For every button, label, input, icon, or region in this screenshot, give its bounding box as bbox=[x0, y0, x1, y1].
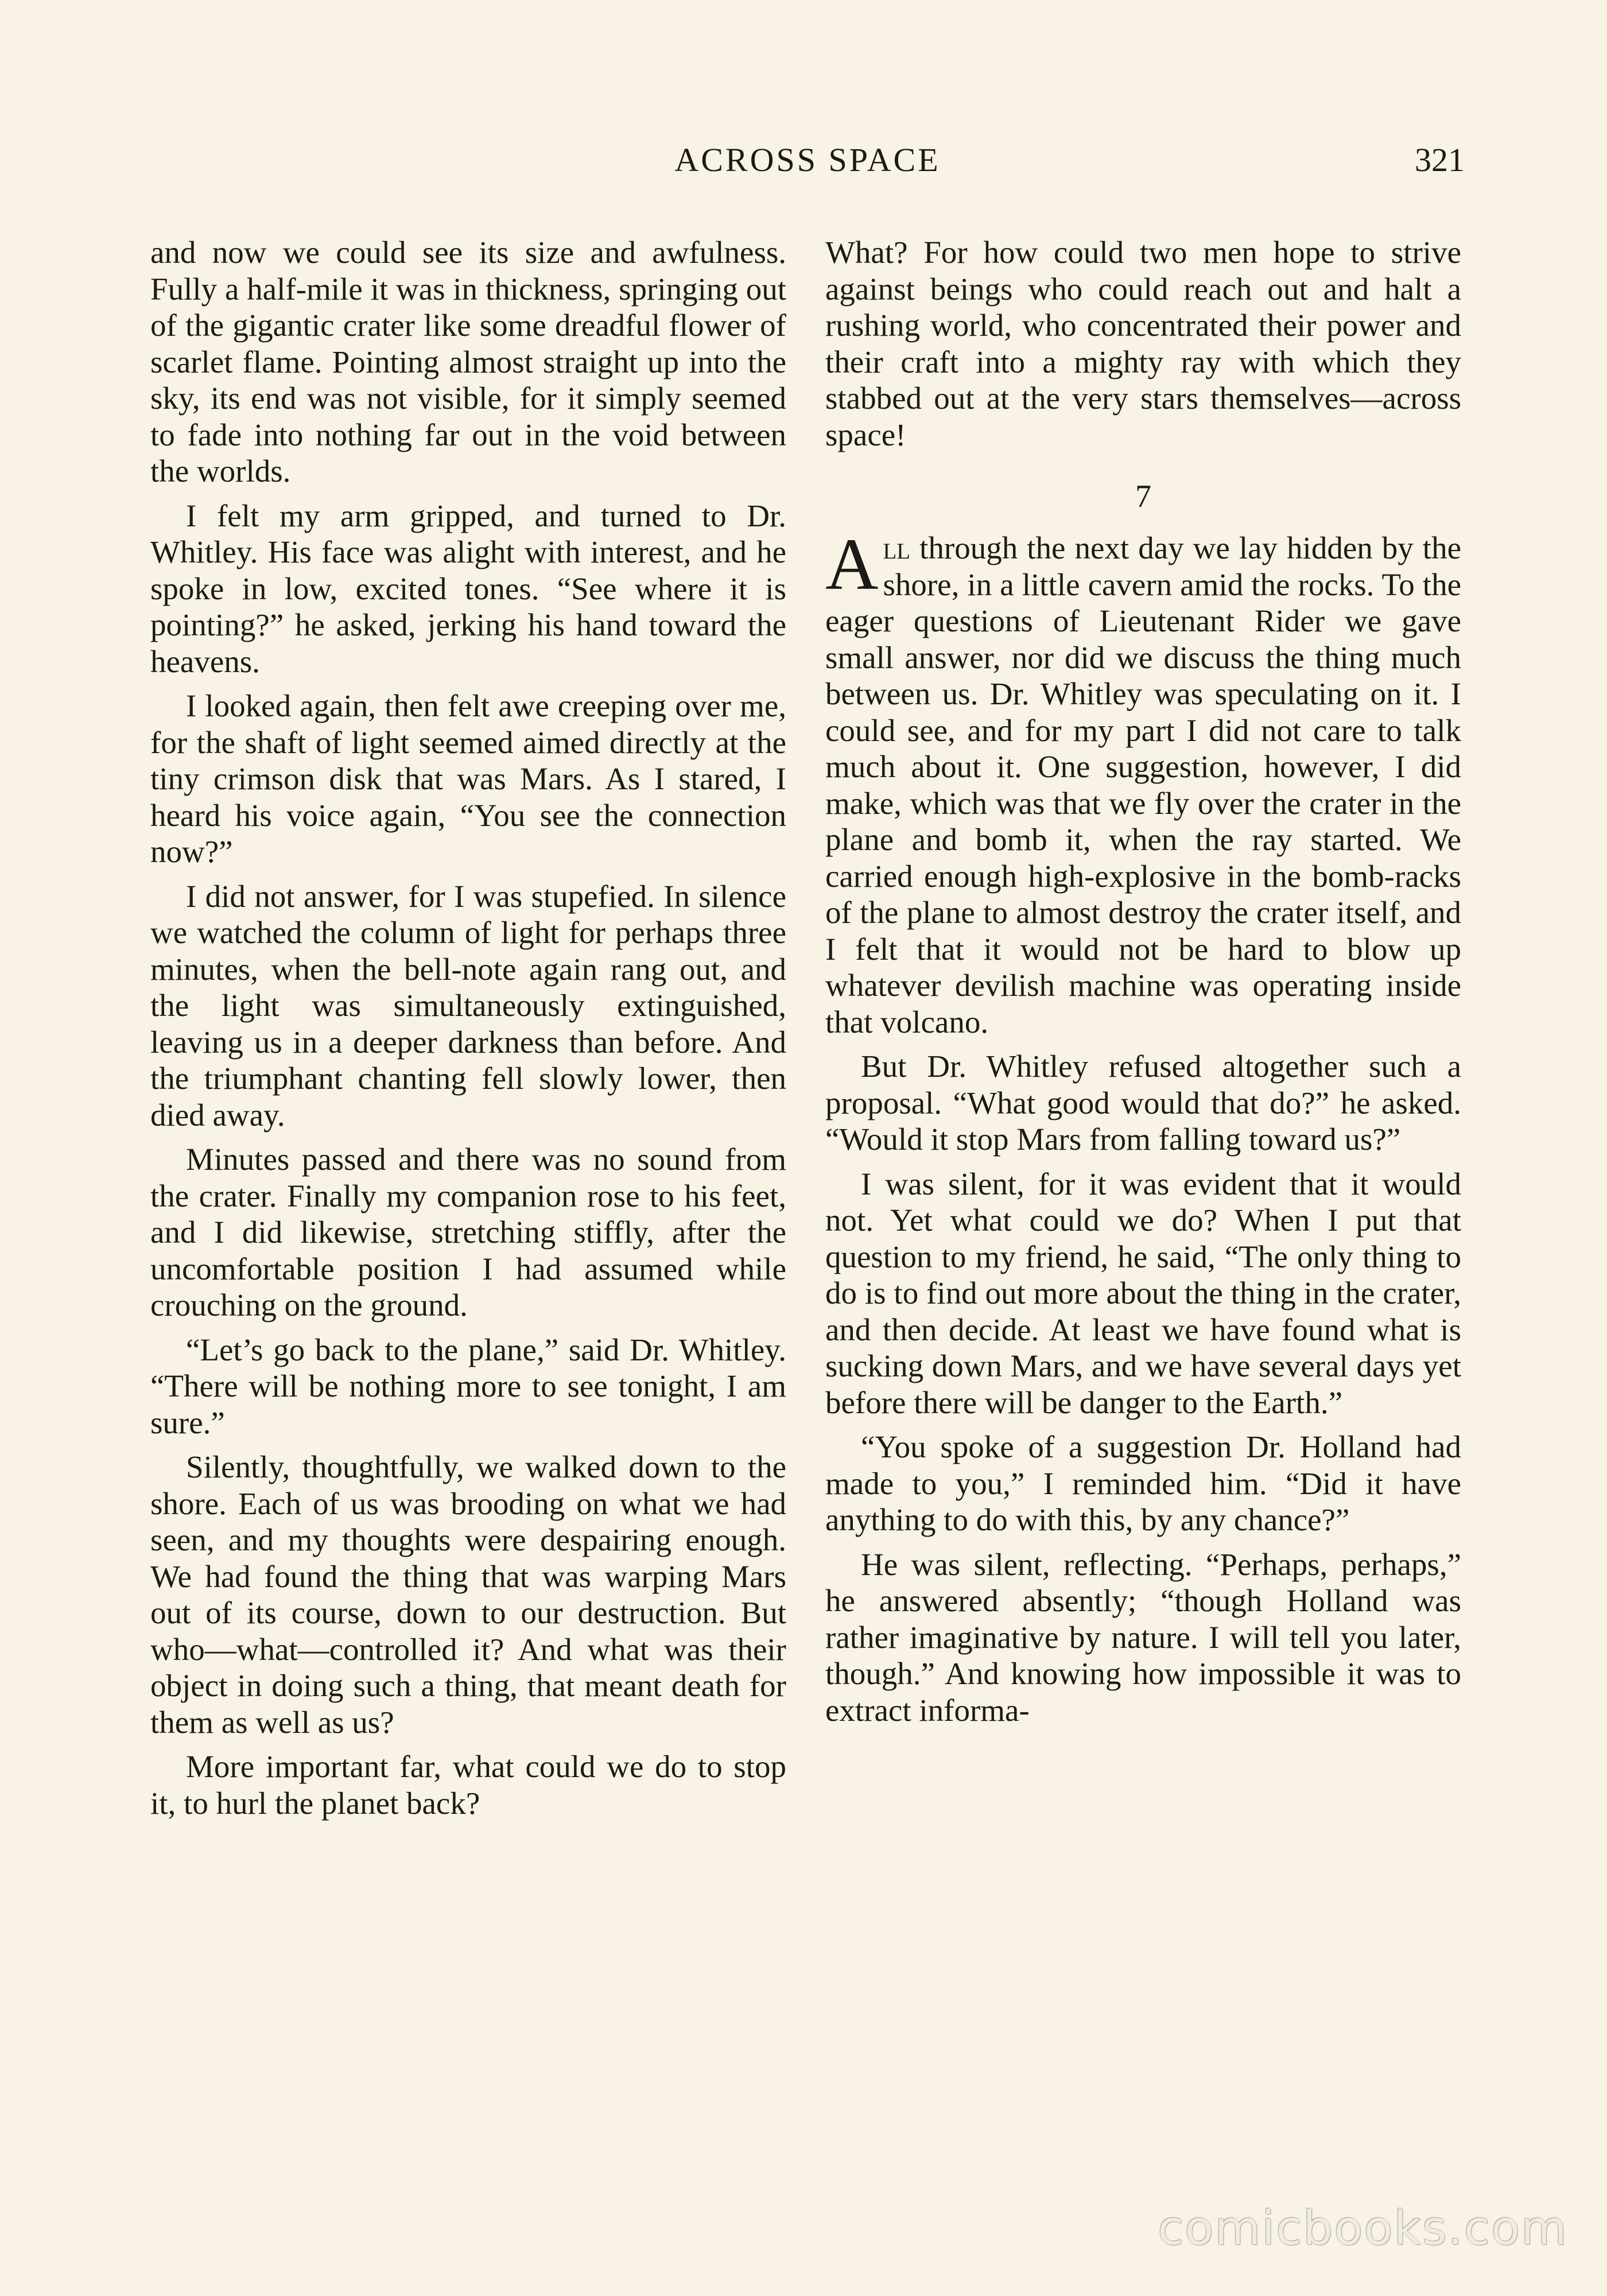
page-number: 321 bbox=[1415, 141, 1465, 179]
paragraph: I did not answer, for I was stupefied. In silence we watched the column of light for perhaps three minutes, when the bell-note again rang out, and the light was simultaneously extinguished, leaving us in a deeper darkness than before. And the triumphant chanting fell slowly lower, then died away. bbox=[150, 878, 786, 1133]
paragraph: He was silent, reflecting. “Perhaps, perhaps,” he answered absently; “though Holland was rather imaginative by nature. I will tell you later, though.” And knowing how impossible it was to extract informa- bbox=[825, 1546, 1461, 1728]
chapter-opening-paragraph bbox=[825, 523, 1461, 1040]
section-number: 7 bbox=[1135, 479, 1151, 514]
right-column bbox=[825, 234, 1461, 1736]
paragraph: I felt my arm gripped, and turned to Dr. Whitley. His face was alight with interest, and he spoke in low, excited tones. “See where it is pointing?” he asked, jerking his hand toward the heavens. bbox=[150, 498, 786, 679]
paragraph: I was silent, for it was evident that it would not. Yet what could we do? When I put that question to my friend, he said, “The only thing to do is to find out more about the thing in the crater, and then decide. At least we have found what is sucking down Mars, and we have several days yet before there will be danger to the Earth.” bbox=[825, 1166, 1461, 1420]
watermark: comicbooks.com bbox=[1158, 2201, 1568, 2256]
drop-cap: A bbox=[825, 523, 879, 605]
paragraph: “Let’s go back to the plane,” said Dr. Whitley. “There will be nothing more to see tonight, I am sure.” bbox=[150, 1332, 786, 1440]
paragraph: What? For how could two men hope to strive against beings who could reach out and halt a rushing world, who concentrated their power and their craft into a mighty ray with which they stabbed out at the very stars themselves—across space! bbox=[825, 235, 1461, 452]
running-title: ACROSS SPACE bbox=[674, 141, 941, 179]
page-header bbox=[150, 141, 1465, 187]
paragraph: Minutes passed and there was no sound from the crater. Finally my companion rose to his feet, and I did likewise, stretching stiffly, after the uncomfortable position I had assumed while crouching on the ground. bbox=[150, 1142, 786, 1322]
paragraph: “You spoke of a suggestion Dr. Holland had made to you,” I reminded him. “Did it have anything to do with this, by any chance?” bbox=[825, 1429, 1461, 1537]
paragraph: and now we could see its size and awfulness. Fully a half-mile it was in thickness, springing out of the gigantic crater like some dreadful flower of scarlet flame. Pointing almost straight up into the sky, its end was not visible, for it simply seemed to fade into nothing far out in the void between the worlds. bbox=[150, 235, 786, 488]
paragraph: I looked again, then felt awe creeping over me, for the shaft of light seemed aimed directly at the tiny crimson disk that was Mars. As I stared, I heard his voice again, “You see the connection now?” bbox=[150, 688, 786, 869]
paragraph: More important far, what could we do to stop it, to hurl the planet back? bbox=[150, 1749, 786, 1821]
drop-cap-continuation: ll bbox=[883, 530, 911, 565]
chapter-opening-text: through the next day we lay hidden by the shore, in a little cavern amid the rocks. To the eager questions of Lieutenant Rider we gave small answer, nor did we discuss the thing much between us. Dr. Whitley was speculating on it. I could see, and for my part I did not care to talk much about it. One suggestion, however, I did make, which was that we fly over the crater in the plane and bomb it, when the ray started. We carried enough high-explosive in the bomb-racks of the plane to almost destroy the crater itself, and I felt that it would not be hard to blow up whatever devilish machine was operating inside that volcano. bbox=[825, 530, 1461, 1040]
paragraph: Silently, thoughtfully, we walked down to the shore. Each of us was brooding on what we had seen, and my thoughts were despairing enough. We had found the thing that was warping Mars out of its course, down to our destruction. But who—what—controlled it? And what was their object in doing such a thing, that meant death for them as well as us? bbox=[150, 1449, 786, 1740]
paragraph: But Dr. Whitley refused altogether such a proposal. “What good would that do?” he asked. “Would it stop Mars from falling toward us?” bbox=[825, 1049, 1461, 1157]
left-column bbox=[150, 234, 786, 1829]
